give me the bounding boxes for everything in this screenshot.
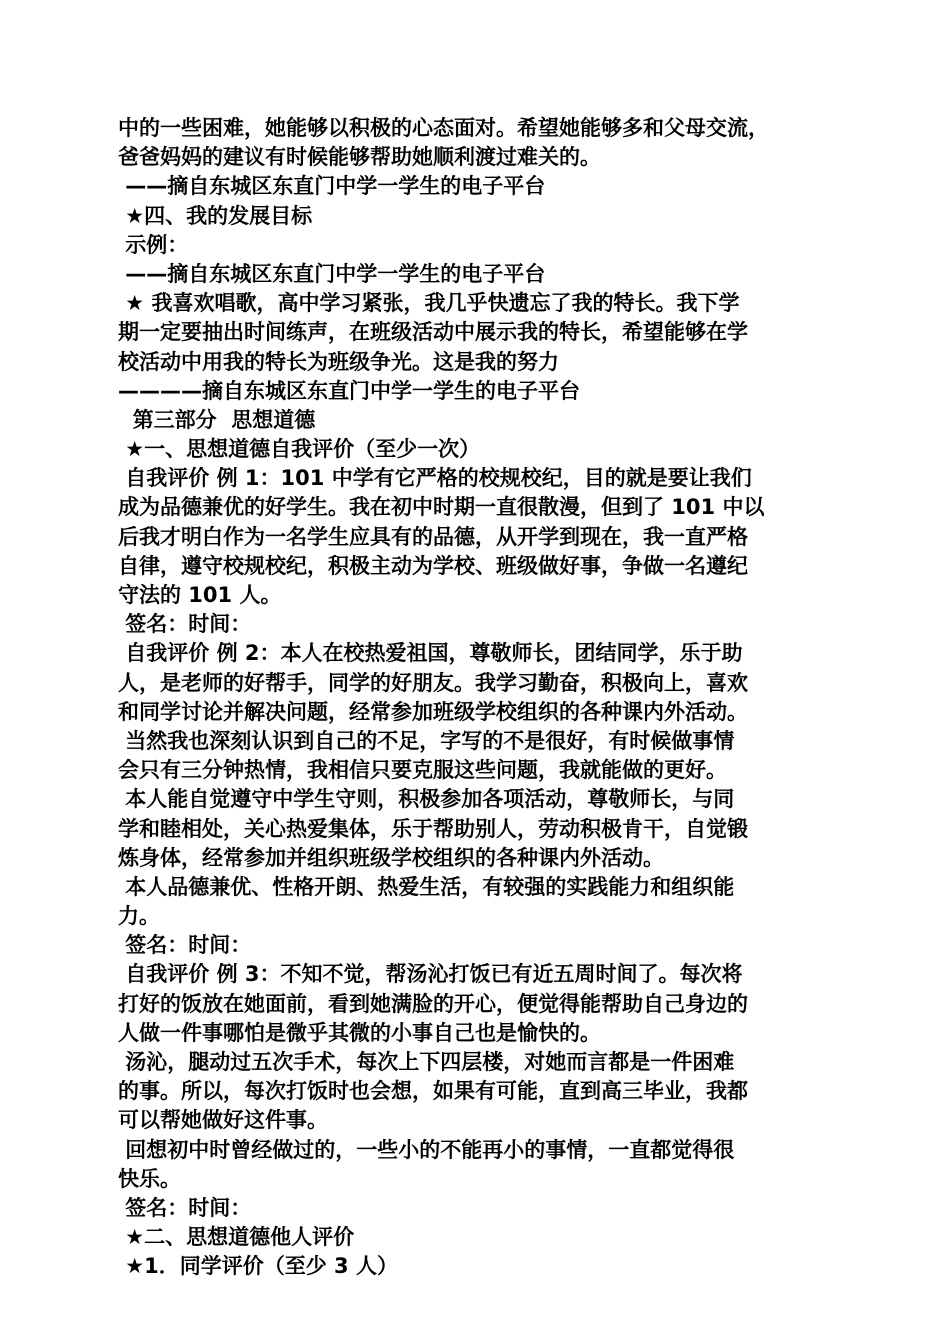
text-line: 学和睦相处，关心热爱集体，乐于帮助别人，劳动积极肯干，自觉锻 <box>118 816 748 841</box>
source-attribution: ——摘自东城区东直门中学一学生的电子平台 <box>118 261 546 286</box>
text-line: 快乐。 <box>118 1166 181 1191</box>
text-line: 自我评价 例 3：不知不觉，帮汤沁打饭已有近五周时间了。每次将 <box>118 962 743 987</box>
text-line: 和同学讨论并解决问题，经常参加班级学校组织的各种课内外活动。 <box>118 699 748 724</box>
source-attribution: ——摘自东城区东直门中学一学生的电子平台 <box>118 174 546 199</box>
text-line: 汤沁，腿动过五次手术，每次上下四层楼，对她而言都是一件困难 <box>118 1050 735 1074</box>
signature-line: 签名：时间： <box>118 1195 252 1220</box>
text-line: 爸爸妈妈的建议有时候能够帮助她顺利渡过难关的。 <box>118 145 601 170</box>
text-line: 回想初中时曾经做过的，一些小的不能再小的事情，一直都觉得很 <box>118 1137 735 1162</box>
document-page <box>118 114 838 1282</box>
text-line: 当然我也深刻认识到自己的不足，字写的不是很好，有时候做事情 <box>118 728 735 753</box>
signature-line: 签名：时间： <box>118 612 252 637</box>
text-line: 期一定要抽出时间练声，在班级活动中展示我的特长，希望能够在学 <box>118 320 748 345</box>
part-heading-moral: 第三部分 思想道德 <box>118 407 316 432</box>
text-line: 可以帮她做好这件事。 <box>118 1108 328 1133</box>
text-line: 中的一些困难，她能够以积极的心态面对。希望她能够多和父母交流， <box>118 116 769 140</box>
text-line: 力。 <box>118 904 160 929</box>
text-line: 打好的饭放在她面前，看到她满脸的开心，便觉得能帮助自己身边的 <box>118 991 748 1016</box>
text-line: 本人品德兼优、性格开朗、热爱生活，有较强的实践能力和组织能 <box>118 874 735 899</box>
source-attribution: ————摘自东城区东直门中学一学生的电子平台 <box>118 378 580 403</box>
text-line: 校活动中用我的特长为班级争光。这是我的努力 <box>118 349 559 374</box>
text-line: 炼身体，经常参加并组织班级学校组织的各种课内外活动。 <box>118 845 664 870</box>
signature-line: 签名：时间： <box>118 933 252 958</box>
text-line: 人做一件事哪怕是微乎其微的小事自己也是愉快的。 <box>118 1020 601 1045</box>
section-heading-self-evaluation: ★一、思想道德自我评价（至少一次） <box>118 437 481 462</box>
text-line: 会只有三分钟热情，我相信只要克服这些问题，我就能做的更好。 <box>118 758 727 783</box>
section-heading-development-goals: ★四、我的发展目标 <box>118 203 313 228</box>
text-line: ★ 我喜欢唱歌，高中学习紧张，我几乎快遗忘了我的特长。我下学 <box>118 291 740 316</box>
text-line: 守法的 101 人。 <box>118 583 282 607</box>
text-line: 后我才明白作为一名学生应具有的品德，从开学到现在，我一直严格 <box>118 524 748 549</box>
example-label: 示例： <box>118 232 189 257</box>
subsection-heading-classmate-evaluation: ★1．同学评价（至少 3 人） <box>118 1254 398 1279</box>
text-line: 自我评价 例 1：101 中学有它严格的校规校纪，目的就是要让我们 <box>118 466 752 491</box>
section-heading-peer-evaluation: ★二、思想道德他人评价 <box>118 1225 355 1250</box>
text-line: 的事。所以，每次打饭时也会想，如果有可能，直到高三毕业，我都 <box>118 1079 748 1104</box>
text-line: 自我评价 例 2：本人在校热爱祖国，尊敬师长，团结同学，乐于助 <box>118 641 743 666</box>
text-line: 自律，遵守校规校纪，积极主动为学校、班级做好事，争做一名遵纪 <box>118 553 748 578</box>
text-line: 人，是老师的好帮手，同学的好朋友。我学习勤奋，积极向上，喜欢 <box>118 670 748 695</box>
text-line: 本人能自觉遵守中学生守则，积极参加各项活动，尊敬师长，与同 <box>118 787 735 812</box>
text-line: 成为品德兼优的好学生。我在初中时期一直很散漫，但到了 101 中以 <box>118 495 765 520</box>
